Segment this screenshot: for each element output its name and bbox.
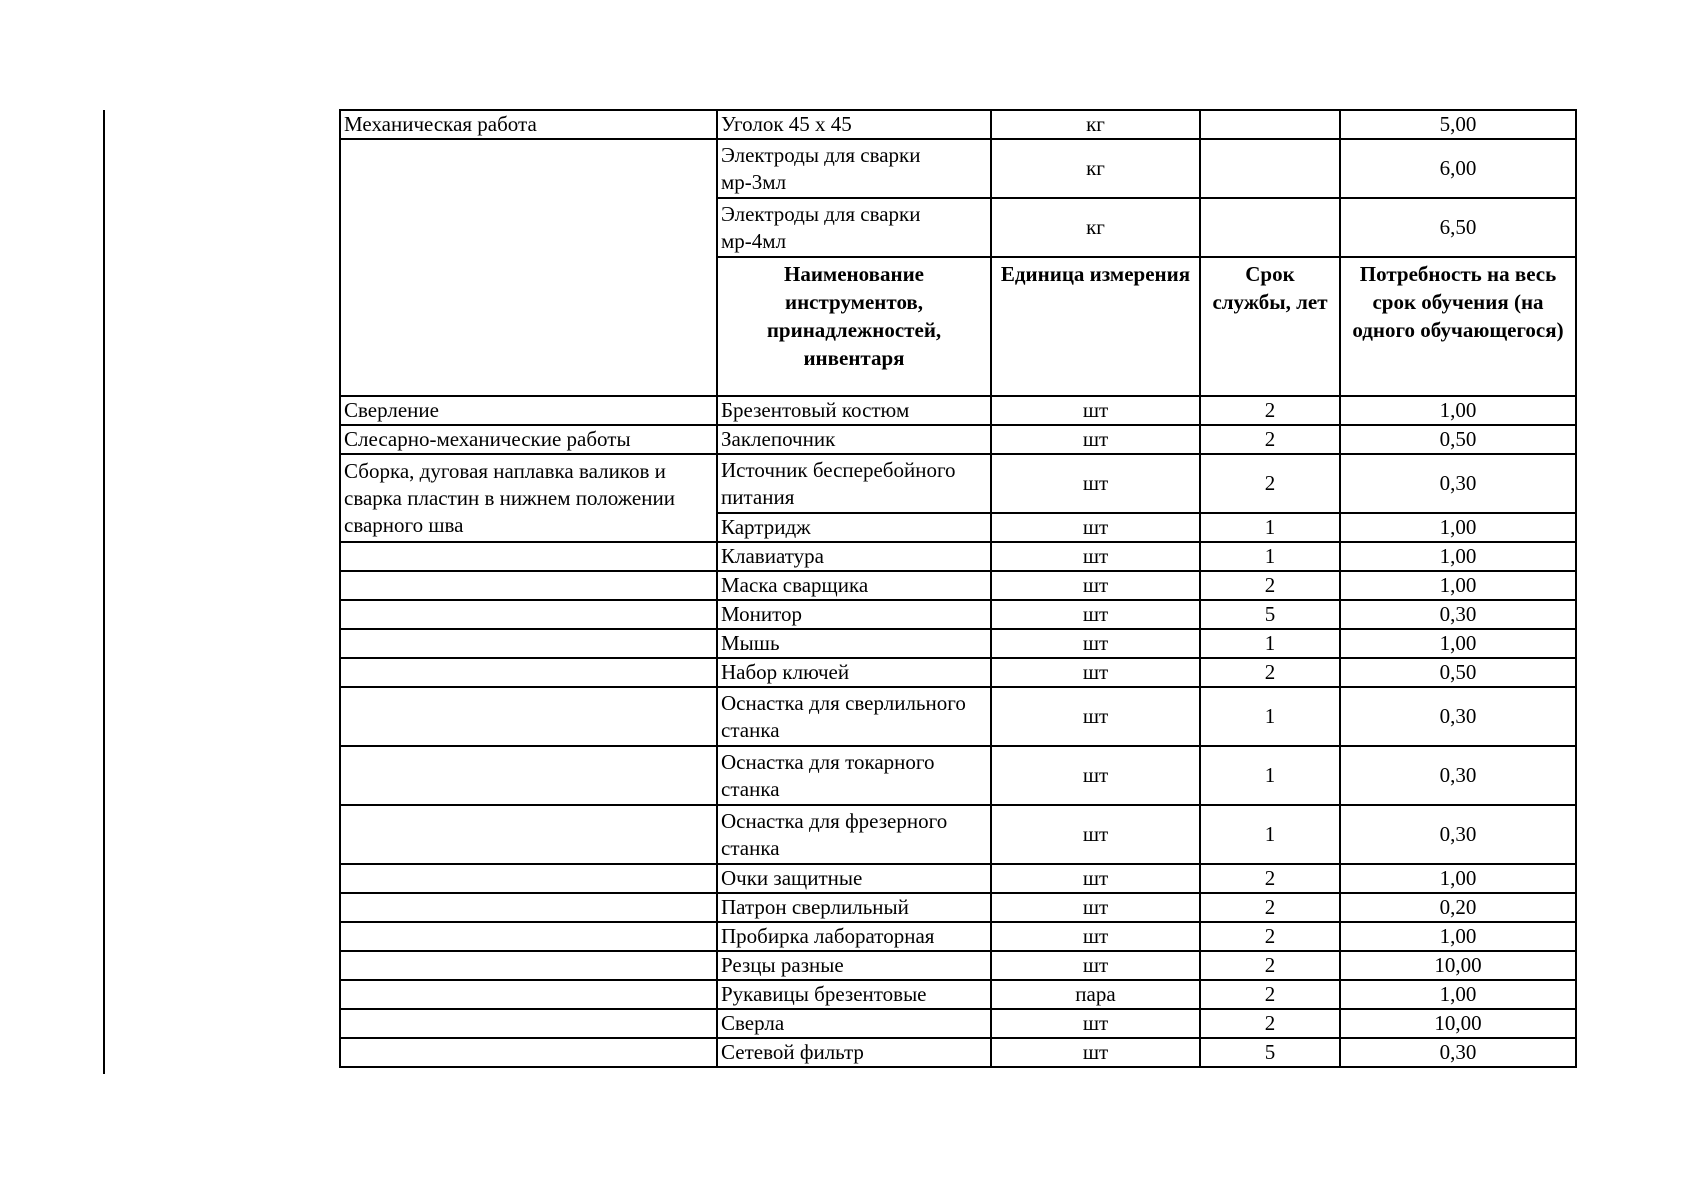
unit-cell: шт xyxy=(991,805,1200,864)
table-row xyxy=(340,454,1576,513)
work-type-cell xyxy=(340,864,717,893)
quantity-cell: 0,50 xyxy=(1340,658,1576,687)
item-name-cell: Монитор xyxy=(717,600,991,629)
quantity-cell: 1,00 xyxy=(1340,864,1576,893)
unit-cell: шт xyxy=(991,658,1200,687)
work-type-cell xyxy=(340,805,717,864)
item-name-cell: Оснастка для сверлильного станка xyxy=(717,687,991,746)
term-cell: 1 xyxy=(1200,629,1340,658)
quantity-cell: 10,00 xyxy=(1340,951,1576,980)
work-type-cell xyxy=(340,980,717,1009)
work-type-cell xyxy=(340,687,717,746)
quantity-cell: 6,50 xyxy=(1340,198,1576,257)
unit-cell: шт xyxy=(991,425,1200,454)
term-cell: 2 xyxy=(1200,658,1340,687)
equipment-table xyxy=(339,109,1577,1068)
work-type-cell xyxy=(340,746,717,805)
item-name-cell: Заклепочник xyxy=(717,425,991,454)
table-row xyxy=(340,864,1576,893)
quantity-cell: 0,30 xyxy=(1340,746,1576,805)
item-name-cell: Оснастка для фрезерного станка xyxy=(717,805,991,864)
item-name-cell: Рукавицы брезентовые xyxy=(717,980,991,1009)
term-cell: 2 xyxy=(1200,396,1340,425)
term-cell: 5 xyxy=(1200,600,1340,629)
quantity-cell: 1,00 xyxy=(1340,629,1576,658)
quantity-cell: 0,30 xyxy=(1340,1038,1576,1067)
unit-cell: кг xyxy=(991,198,1200,257)
work-type-cell: Сверление xyxy=(340,396,717,425)
quantity-cell: 1,00 xyxy=(1340,922,1576,951)
table-row xyxy=(340,629,1576,658)
page-margin-line xyxy=(103,110,105,1074)
work-type-cell xyxy=(340,893,717,922)
table-row xyxy=(340,951,1576,980)
table-row xyxy=(340,658,1576,687)
quantity-cell: 1,00 xyxy=(1340,571,1576,600)
unit-cell: шт xyxy=(991,864,1200,893)
quantity-cell: 1,00 xyxy=(1340,980,1576,1009)
table-row xyxy=(340,1009,1576,1038)
item-name-cell: Картридж xyxy=(717,513,991,542)
table-row xyxy=(340,805,1576,864)
table-row xyxy=(340,600,1576,629)
term-cell: 2 xyxy=(1200,980,1340,1009)
work-type-cell xyxy=(340,658,717,687)
item-name-cell: Мышь xyxy=(717,629,991,658)
item-name-cell: Пробирка лабораторная xyxy=(717,922,991,951)
item-name-cell: Электроды для сварки мр-3мл xyxy=(717,139,991,198)
term-cell: 2 xyxy=(1200,893,1340,922)
work-type-cell xyxy=(340,951,717,980)
item-name-cell: Набор ключей xyxy=(717,658,991,687)
table-row xyxy=(340,542,1576,571)
quantity-cell: 0,50 xyxy=(1340,425,1576,454)
term-cell: 2 xyxy=(1200,922,1340,951)
item-name-cell: Электроды для сварки мр-4мл xyxy=(717,198,991,257)
item-rows xyxy=(340,396,1576,1067)
unit-cell: шт xyxy=(991,1038,1200,1067)
term-cell: 2 xyxy=(1200,1009,1340,1038)
term-cell: 5 xyxy=(1200,1038,1340,1067)
table-row xyxy=(340,425,1576,454)
item-name-cell: Патрон сверлильный xyxy=(717,893,991,922)
unit-cell: шт xyxy=(991,922,1200,951)
term-cell: 1 xyxy=(1200,805,1340,864)
unit-cell: кг xyxy=(991,110,1200,139)
table-row xyxy=(340,139,1576,198)
unit-cell: пара xyxy=(991,980,1200,1009)
work-type-cell: Слесарно-механические работы xyxy=(340,425,717,454)
item-name-cell: Источник бесперебойного питания xyxy=(717,454,991,513)
quantity-cell: 5,00 xyxy=(1340,110,1576,139)
unit-cell: шт xyxy=(991,454,1200,513)
quantity-cell: 0,30 xyxy=(1340,600,1576,629)
term-cell: 2 xyxy=(1200,951,1340,980)
term-cell: 2 xyxy=(1200,571,1340,600)
table-row xyxy=(340,110,1576,139)
header-need: Потребность на весь срок обучения (на одного обучающегося) xyxy=(1340,257,1576,396)
unit-cell: шт xyxy=(991,571,1200,600)
header-service-life: Срок службы, лет xyxy=(1200,257,1340,396)
quantity-cell: 0,30 xyxy=(1340,454,1576,513)
unit-cell: шт xyxy=(991,396,1200,425)
item-name-cell: Брезентовый костюм xyxy=(717,396,991,425)
header-unit: Единица измерения xyxy=(991,257,1200,396)
work-type-cell: Сборка, дуговая наплавка валиков и сварка пластин в нижнем положении сварного шва xyxy=(340,454,717,542)
quantity-cell: 6,00 xyxy=(1340,139,1576,198)
table-row xyxy=(340,746,1576,805)
unit-cell: шт xyxy=(991,893,1200,922)
unit-cell: шт xyxy=(991,746,1200,805)
term-cell xyxy=(1200,139,1340,198)
work-type-cell xyxy=(340,139,717,396)
work-type-cell xyxy=(340,1009,717,1038)
item-name-cell: Сверла xyxy=(717,1009,991,1038)
unit-cell: шт xyxy=(991,687,1200,746)
table-row xyxy=(340,1038,1576,1067)
term-cell: 1 xyxy=(1200,542,1340,571)
term-cell: 1 xyxy=(1200,687,1340,746)
unit-cell: шт xyxy=(991,1009,1200,1038)
unit-cell: шт xyxy=(991,951,1200,980)
item-name-cell: Сетевой фильтр xyxy=(717,1038,991,1067)
work-type-cell xyxy=(340,629,717,658)
work-type-cell xyxy=(340,600,717,629)
quantity-cell: 0,30 xyxy=(1340,805,1576,864)
item-name-cell: Очки защитные xyxy=(717,864,991,893)
item-name-cell: Резцы разные xyxy=(717,951,991,980)
work-type-cell xyxy=(340,571,717,600)
work-type-cell xyxy=(340,542,717,571)
table-row xyxy=(340,396,1576,425)
term-cell: 1 xyxy=(1200,513,1340,542)
term-cell: 2 xyxy=(1200,454,1340,513)
item-name-cell: Уголок 45 х 45 xyxy=(717,110,991,139)
item-name-cell: Маска сварщика xyxy=(717,571,991,600)
quantity-cell: 1,00 xyxy=(1340,542,1576,571)
quantity-cell: 1,00 xyxy=(1340,396,1576,425)
quantity-cell: 0,20 xyxy=(1340,893,1576,922)
item-name-cell: Клавиатура xyxy=(717,542,991,571)
term-cell xyxy=(1200,198,1340,257)
header-item-name: Наименование инструментов, принадлежностей, инвентаря xyxy=(717,257,991,396)
quantity-cell: 10,00 xyxy=(1340,1009,1576,1038)
term-cell: 2 xyxy=(1200,864,1340,893)
unit-cell: шт xyxy=(991,542,1200,571)
unit-cell: кг xyxy=(991,139,1200,198)
work-type-cell: Механическая работа xyxy=(340,110,717,139)
table-row xyxy=(340,571,1576,600)
table-row xyxy=(340,687,1576,746)
item-name-cell: Оснастка для токарного станка xyxy=(717,746,991,805)
term-cell: 1 xyxy=(1200,746,1340,805)
unit-cell: шт xyxy=(991,600,1200,629)
unit-cell: шт xyxy=(991,513,1200,542)
term-cell xyxy=(1200,110,1340,139)
table-row xyxy=(340,922,1576,951)
term-cell: 2 xyxy=(1200,425,1340,454)
unit-cell: шт xyxy=(991,629,1200,658)
work-type-cell xyxy=(340,922,717,951)
table-row xyxy=(340,893,1576,922)
quantity-cell: 1,00 xyxy=(1340,513,1576,542)
work-type-cell xyxy=(340,1038,717,1067)
table-row xyxy=(340,980,1576,1009)
quantity-cell: 0,30 xyxy=(1340,687,1576,746)
